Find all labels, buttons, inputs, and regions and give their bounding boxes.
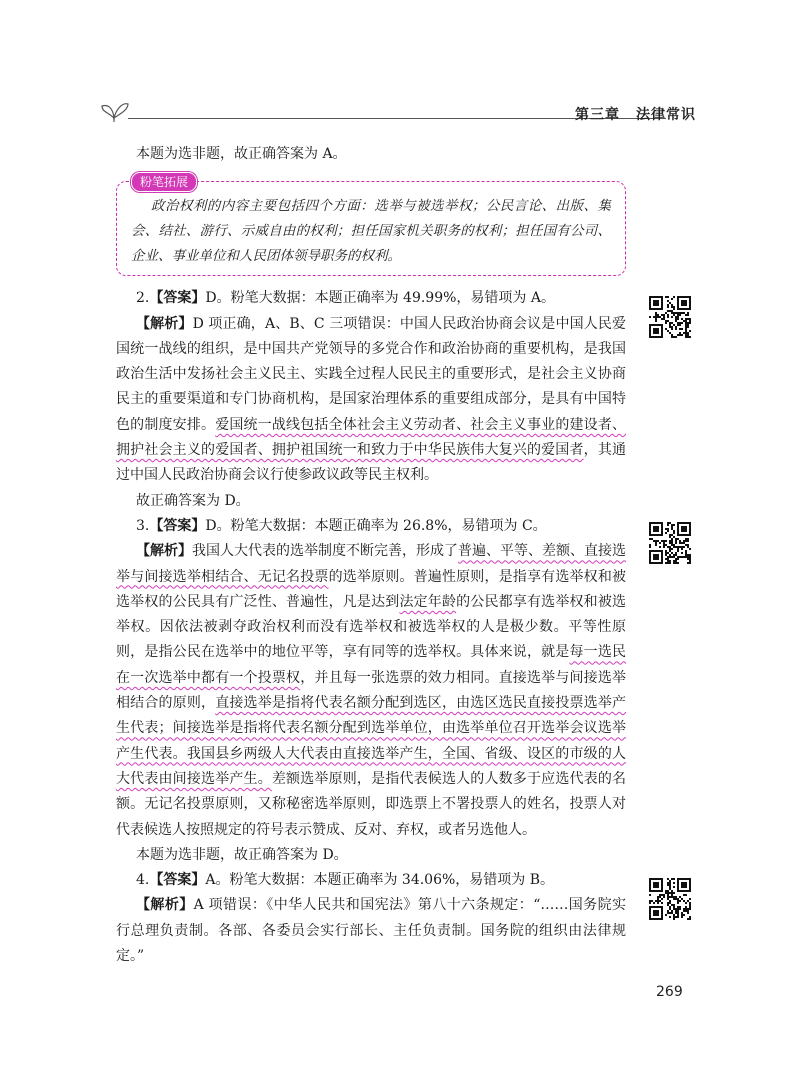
- q2-analysis-label: 【解析】: [136, 315, 193, 332]
- q2-analysis-text-2: ，其通过中国人民政治协商会议行使参政议政等民主权利。: [116, 442, 626, 484]
- q2-qr-code-icon[interactable]: [649, 296, 691, 338]
- q3-highlight-2: 法定年龄: [399, 593, 457, 610]
- q2-answer-label: 【答案】: [149, 290, 206, 307]
- chapter-name: 法律常识: [636, 107, 696, 123]
- q2-analysis-highlight: 爱国统一战线包括全体社会主义劳动者、社会主义事业的建设者、拥护社会主义的爱国者、拥护祖国统一和致力于中华民族伟大复兴的爱国者: [116, 416, 627, 459]
- q2-analysis: [116, 312, 626, 489]
- extension-tag: 粉笔拓展: [131, 172, 197, 192]
- q2-answer-text: D。粉笔大数据：本题正确率为 49.99%，易错项为 A。: [205, 290, 555, 307]
- extension-box: [116, 175, 626, 276]
- intro-paragraph: 本题为选非题，故正确答案为 A。: [136, 146, 347, 162]
- q3-text-2: 的选举原则。普遍性原则，是指享有选举权和被选举权的公民具有广泛性、普遍性，凡是达到: [116, 568, 627, 610]
- q3-number: 3.: [136, 517, 150, 534]
- chapter-title: [575, 104, 696, 124]
- extension-text: 政治权利的内容主要包括四个方面：选举与被选举权；公民言论、出版、集会、结社、游行、示威自由的权利；担任国家机关职务的权利；担任国有公司、企业、事业单位和人民团体领导职务的权利。: [131, 198, 611, 265]
- q2-analysis-text-1: D 项正确，A、B、C 三项错误：中国人民政治协商会议是中国人民爱国统一战线的组织，是中国共产党领导的多党合作和政治协商的重要机构，是我国政治生活中发扬社会主义民主、实践全过程人民民主的重要形式，是社会主义协商民主的重要渠道和专门协商机构，是国家治理体系的重要组成部分，是具有中国特色的制度安排。: [116, 315, 627, 433]
- q2-number: 2.: [136, 290, 150, 307]
- q3-text-5: 差额选举原则，是指代表候选人的人数多于应选代表的名额。无记名投票原则，又称秘密选举原则，即选票上不署投票人的姓名，投票人对代表候选人按照规定的符号表示赞成、反对、弃权，或者另选他人。: [116, 770, 627, 838]
- q3-highlight-1: 普遍、平等、差额、直接选举与间接选举相结合、无记名投票: [116, 543, 626, 585]
- q2-conclusion: 故正确答案为 D。: [136, 492, 250, 509]
- q3-analysis: [116, 539, 626, 843]
- q4-qr-code-icon[interactable]: [649, 878, 691, 920]
- q4-answer-label: 【答案】: [149, 872, 206, 889]
- q4-number: 4.: [136, 872, 150, 889]
- q3-text-3: 的公民都享有选举权和被选举权。因依法被剥夺政治权利而没有选举权和被选举权的人是极少数。平等性原则，是指公民在选举中的地位平等，享有同等的选举权。具体来说，就是: [116, 593, 627, 661]
- main-content: [116, 142, 626, 969]
- q3-answer-text: D。粉笔大数据：本题正确率为 26.8%，易错项为 C。: [205, 517, 547, 534]
- q3-conclusion: 本题为选非题，故正确答案为 D。: [136, 846, 348, 863]
- q3-answer: [116, 514, 626, 539]
- page-header: [100, 98, 700, 126]
- q4-analysis-label: 【解析】: [136, 897, 194, 914]
- q3-highlight-3: 每一选民在一次选举中都有一个投票权: [116, 644, 626, 686]
- q3-analysis-label: 【解析】: [136, 543, 192, 560]
- q3-qr-code-icon[interactable]: [649, 522, 691, 564]
- q3-text-1: 我国人大代表的选举制度不断完善，形成了: [192, 543, 458, 560]
- q4-answer-text: A。粉笔大数据：本题正确率为 34.06%，易错项为 B。: [205, 872, 555, 889]
- q4-answer: [116, 868, 626, 893]
- q2-answer: [116, 286, 626, 311]
- q3-text-4: ，并且每一张选票的效力相同。直接选举与间接选举相结合的原则，: [116, 669, 627, 712]
- page-number: 269: [656, 984, 683, 1000]
- chapter-number: 第三章: [575, 107, 620, 123]
- leaf-icon: [100, 98, 130, 122]
- q4-analysis-text: A 项错误：《中华人民共和国宪法》第八十六条规定：“……国务院实行总理负责制。各部、各委员会实行部长、主任负责制。国务院的组织由法律规定。”: [116, 897, 627, 965]
- q3-highlight-4: 直接选举是指将代表名额分配到选区，由选区选民直接投票选举产生代表；间接选举是指将代表名额分配到选举单位，由选举单位召开选举会议选举产生代表。我国县乡两级人大代表由直接选举产生，全国、省级、设区的市级的人大代表由间接选举产生。: [116, 695, 627, 787]
- q4-analysis: [116, 893, 626, 969]
- q3-answer-label: 【答案】: [149, 517, 206, 534]
